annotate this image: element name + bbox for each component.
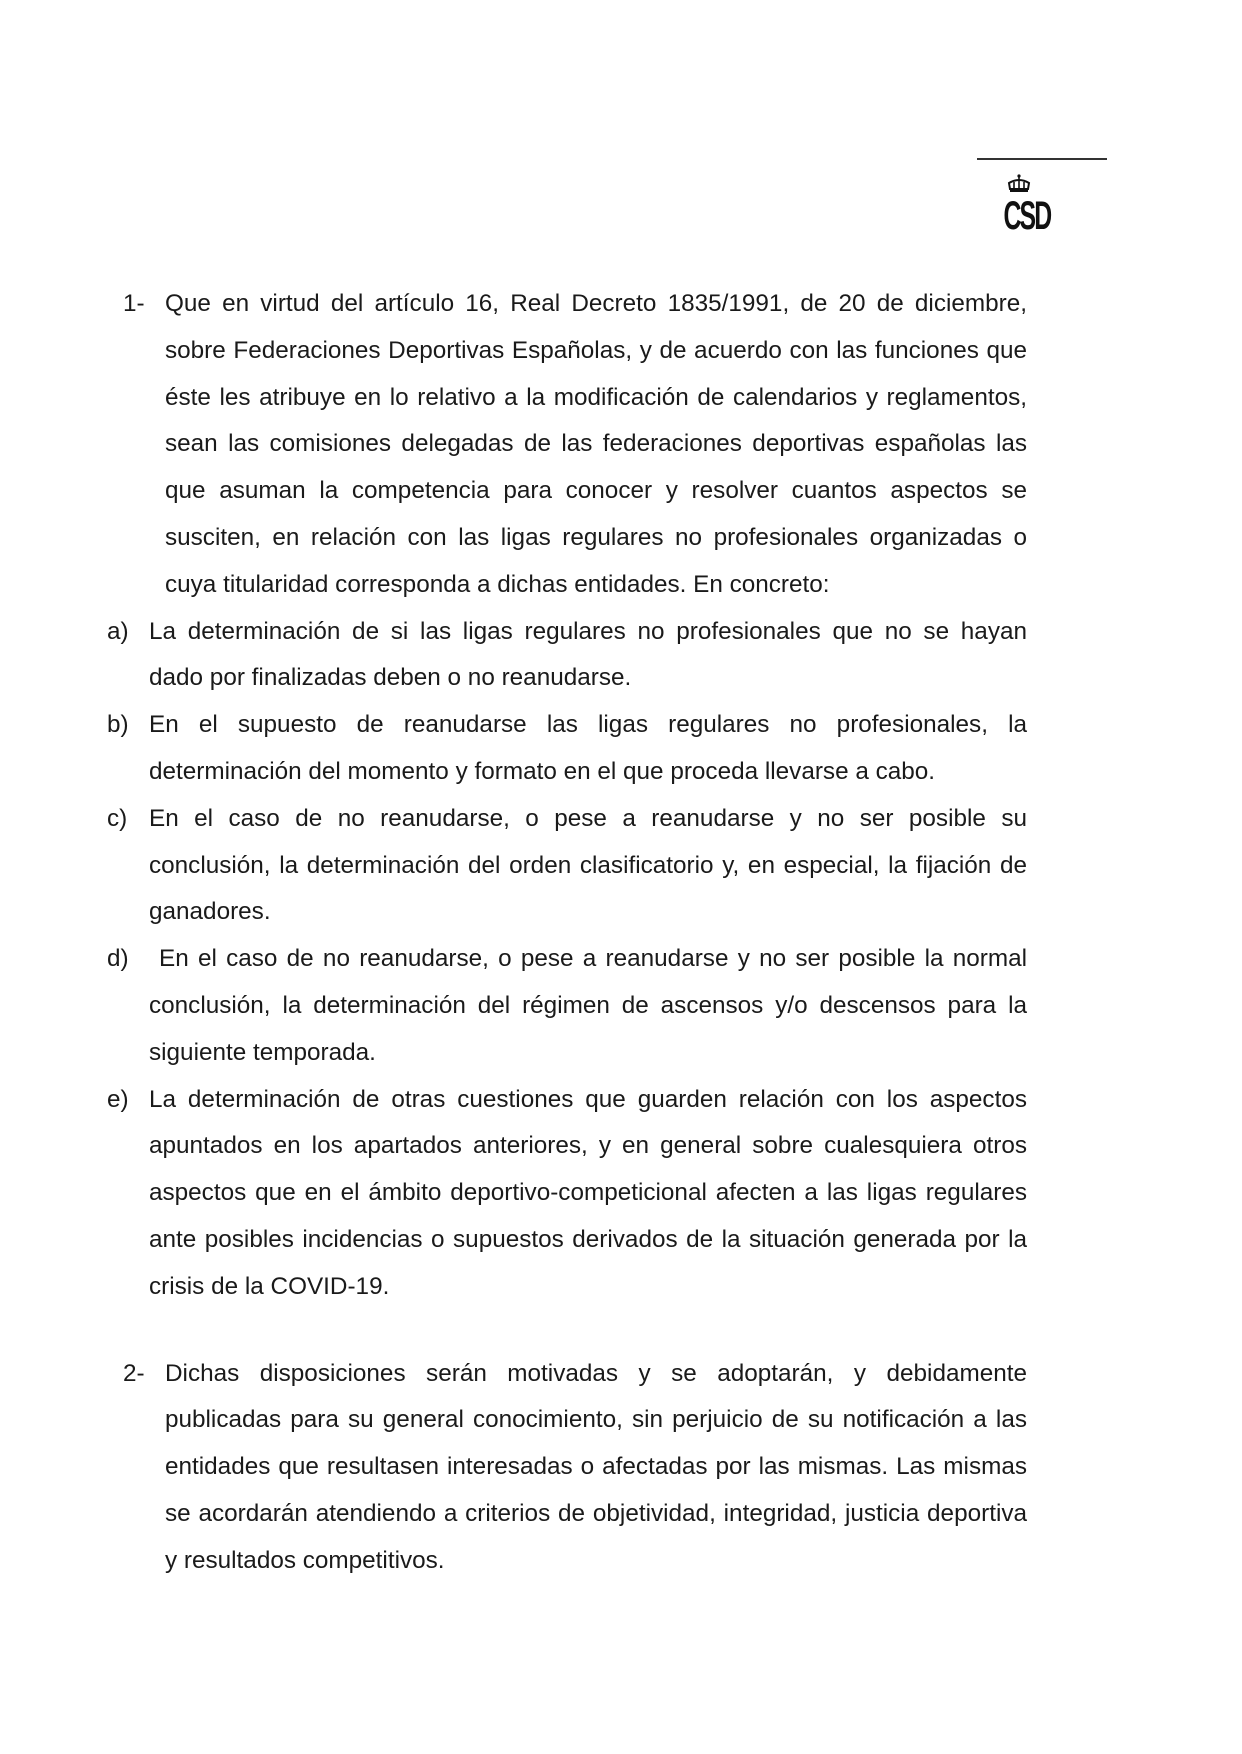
- item-marker: 2-: [123, 1359, 145, 1387]
- lettered-item-b: [107, 702, 1027, 796]
- item-marker: c): [107, 804, 128, 832]
- item-text: En el supuesto de reanudarse las ligas regulares no profesionales, la determinación del momento y formato en el que proceda llevarse a cabo.: [149, 711, 1027, 785]
- lettered-item-e: [107, 1077, 1027, 1311]
- item-marker: e): [107, 1085, 129, 1113]
- item-text: La determinación de otras cuestiones que guarden relación con los aspectos apuntados en los apartados anteriores, y en general sobre cualesquiera otros aspectos que en el ámbito deportivo-competicional afecten a las ligas regulares ante posibles incidencias o supuestos derivados de la situación generada por la crisis de la COVID-19.: [149, 1085, 1027, 1300]
- item-text: En el caso de no reanudarse, o pese a reanudarse y no ser posible la normal conclusión, la determinación del régimen de ascensos y/o descensos para la siguiente temporada.: [149, 945, 1027, 1066]
- lettered-item-a: [107, 609, 1027, 703]
- item-marker: d): [107, 945, 129, 973]
- paragraph-gap: [0, 1311, 1242, 1351]
- item-marker: b): [107, 711, 129, 739]
- csd-logo: [994, 174, 1051, 244]
- numbered-item-2: [123, 1351, 1027, 1585]
- item-marker: a): [107, 617, 129, 645]
- item-text: Que en virtud del artículo 16, Real Decreto 1835/1991, de 20 de diciembre, sobre Federaciones Deportivas Españolas, y de acuerdo con las funciones que éste les atribuye en lo relativo a la modificación de calendarios y reglamentos, sean las comisiones delegadas de las federaciones deportivas españolas las que asuman la competencia para conocer y resolver cuantos aspectos se susciten, en relación con las ligas regulares no profesionales organizadas o cuya titularidad corresponda a dichas entidades. En concreto:: [165, 290, 1027, 598]
- item-text: La determinación de si las ligas regulares no profesionales que no se hayan dado por finalizadas deben o no reanudarse.: [149, 617, 1027, 692]
- lettered-item-c: [107, 796, 1027, 936]
- numbered-item-1: [123, 281, 1027, 609]
- item-marker: 1-: [123, 290, 145, 317]
- item-text: En el caso de no reanudarse, o pese a reanudarse y no ser posible su conclusión, la determinación del orden clasificatorio y, en especial, la fijación de ganadores.: [149, 804, 1027, 926]
- header-rule: [977, 158, 1107, 160]
- document-body: [0, 281, 1242, 1585]
- crown-icon: [1005, 174, 1033, 194]
- logo-text: CSD: [1003, 194, 1051, 238]
- item-text: Dichas disposiciones serán motivadas y se adoptarán, y debidamente publicadas para su general conocimiento, sin perjuicio de su notificación a las entidades que resultasen interesadas o afectadas por las mismas. Las mismas se acordarán atendiendo a criterios de objetividad, integridad, justicia deportiva y resultados competitivos.: [165, 1359, 1027, 1574]
- lettered-item-d: [107, 936, 1027, 1076]
